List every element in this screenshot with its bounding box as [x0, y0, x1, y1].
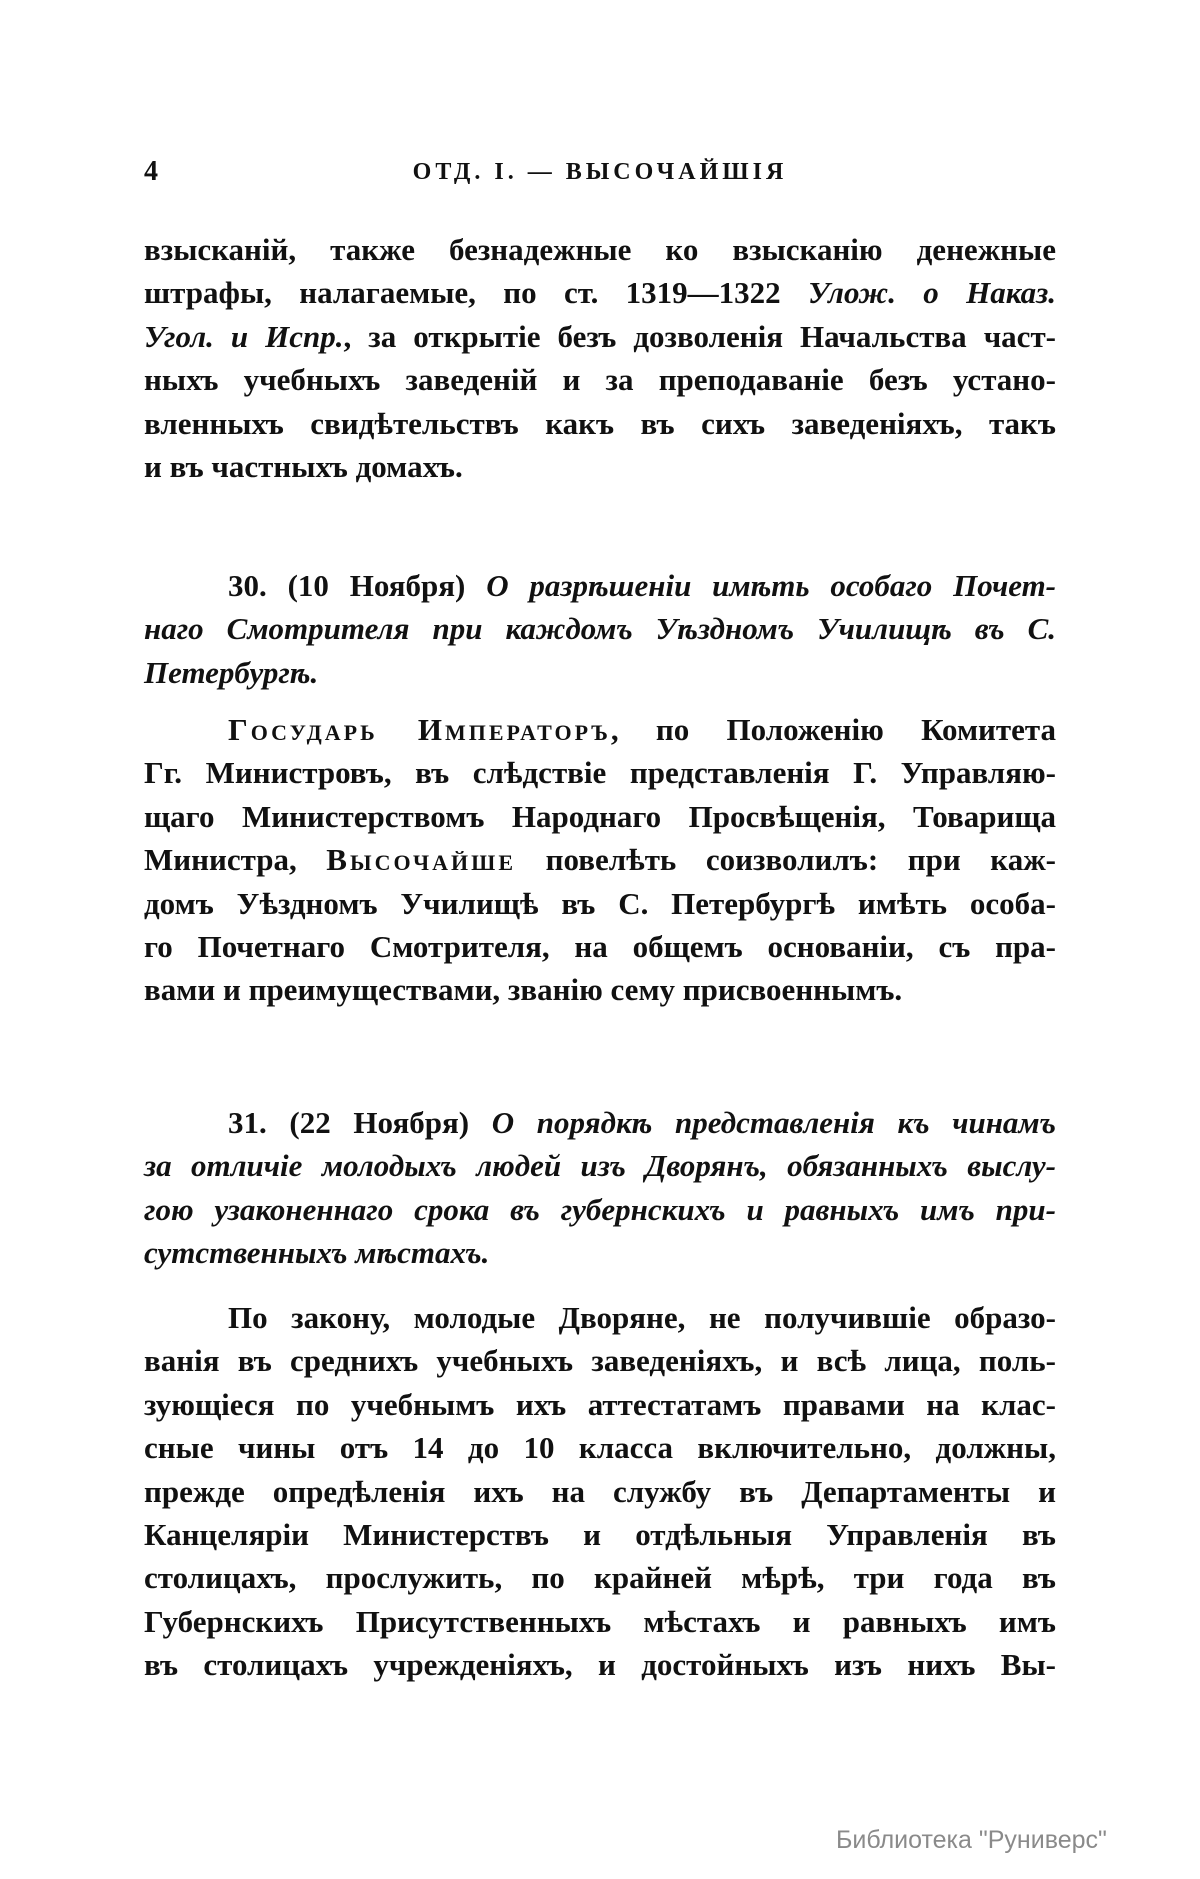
text-segment: ванія въ среднихъ учебныхъ заведеніяхъ, и всѣ лица, поль-	[144, 1343, 1056, 1379]
text-segment: вами и преимуществами, званію сему присвоеннымъ.	[144, 972, 903, 1008]
section-30-body	[144, 708, 1056, 1012]
text-line	[144, 1144, 1056, 1187]
text-line	[144, 1188, 1056, 1231]
spaced-text: Высочайше	[326, 842, 517, 878]
text-line	[144, 402, 1056, 445]
text-line	[144, 1101, 1056, 1144]
running-title: ОТД. I. — ВЫСОЧАЙШІЯ	[412, 159, 788, 185]
text-line	[144, 607, 1056, 650]
text-segment: вленныхъ свидѣтельствъ какъ въ сихъ заведеніяхъ, такъ	[144, 405, 1056, 441]
text-segment: , за открытіе безъ дозволенія Начальства част-	[343, 318, 1056, 354]
text-line	[144, 1556, 1056, 1599]
text-segment: го Почетнаго Смотрителя, на общемъ основаніи, съ пра-	[144, 928, 1056, 964]
text-line	[144, 315, 1056, 358]
section-31-heading	[144, 1101, 1056, 1275]
italic-text: за отличіе молодыхъ людей изъ Дворянъ, обязанныхъ выслу-	[144, 1148, 1056, 1184]
text-segment: штрафы, налагаемые, по ст. 1319—1322	[144, 275, 809, 311]
text-segment: 31. (22 Ноября)	[228, 1105, 492, 1140]
text-line	[144, 1600, 1056, 1643]
text-segment: щаго Министерствомъ Народнаго Просвѣщенія, Товарища	[144, 798, 1056, 834]
library-watermark: Библиотека "Руниверс"	[836, 1826, 1107, 1854]
text-line	[144, 1513, 1056, 1556]
text-segment: въ столицахъ учрежденіяхъ, и достойныхъ изъ нихъ Вы-	[144, 1647, 1056, 1683]
text-segment: столицахъ, прослужить, по крайней мѣрѣ, три года въ	[144, 1560, 1056, 1596]
section-30-heading	[144, 564, 1056, 694]
text-line	[144, 882, 1056, 925]
text-line	[144, 1383, 1056, 1426]
text-segment: сные чины отъ 14 до 10 класса включительно, должны,	[144, 1430, 1056, 1466]
section-31-body	[144, 1296, 1056, 1687]
italic-text: Петербургѣ.	[144, 654, 319, 690]
text-segment: взысканій, также безнадежные ко взысканію денежные	[144, 232, 1056, 267]
text-segment: Министра,	[144, 842, 327, 878]
text-line	[144, 1470, 1056, 1513]
text-segment: повелѣть соизволилъ: при каж-	[516, 842, 1056, 878]
text-segment: зующіеся по учебнымъ ихъ аттестатамъ правами на клас-	[144, 1386, 1056, 1422]
paragraph-continued	[144, 228, 1056, 488]
text-line	[144, 564, 1056, 607]
page-number: 4	[144, 156, 158, 187]
text-line	[144, 271, 1056, 314]
text-line	[144, 1643, 1056, 1686]
text-line	[144, 651, 1056, 694]
text-line	[144, 838, 1056, 881]
text-segment: По закону, молодые Дворяне, не получившіе образо-	[228, 1300, 1056, 1335]
italic-text: Улож. о Наказ.	[808, 275, 1056, 311]
text-line	[144, 795, 1056, 838]
italic-text: сутственныхъ мѣстахъ.	[144, 1235, 490, 1271]
text-segment: Канцеляріи Министерствъ и отдѣльныя Управленія въ	[144, 1516, 1056, 1552]
text-segment: , по Положенію Комитета	[610, 712, 1057, 747]
text-line	[144, 1296, 1056, 1339]
text-segment: домъ Уѣздномъ Училищѣ въ С. Петербургѣ имѣть особа-	[144, 885, 1056, 921]
text-segment: Гг. Министровъ, въ слѣдствіе представленія Г. Управляю-	[144, 755, 1056, 791]
text-line	[144, 358, 1056, 401]
text-line	[144, 751, 1056, 794]
italic-text: О разрѣшеніи имѣть особаго Почет-	[486, 568, 1057, 603]
italic-text: наго Смотрителя при каждомъ Уѣздномъ Училищѣ въ С.	[144, 611, 1056, 647]
italic-text: гою узаконеннаго срока въ губернскихъ и равныхъ имъ при-	[144, 1191, 1056, 1227]
text-line	[144, 708, 1056, 751]
text-line	[144, 445, 1056, 488]
text-line	[144, 1231, 1056, 1274]
text-line	[144, 968, 1056, 1011]
italic-text: Угол. и Испр.	[144, 318, 344, 354]
text-segment: 30. (10 Ноября)	[228, 568, 487, 603]
text-segment: и въ частныхъ домахъ.	[144, 448, 463, 484]
italic-text: О порядкѣ представленія къ чинамъ	[491, 1105, 1056, 1140]
spaced-text: Государь Императоръ	[228, 712, 611, 747]
running-header	[144, 150, 1056, 194]
text-line	[144, 1426, 1056, 1469]
text-segment: ныхъ учебныхъ заведеній и за преподаваніе безъ устано-	[144, 362, 1056, 398]
text-line	[144, 1339, 1056, 1382]
text-line	[144, 228, 1056, 271]
text-segment: прежде опредѣленія ихъ на службу въ Департаменты и	[144, 1473, 1056, 1509]
text-segment: Губернскихъ Присутственныхъ мѣстахъ и равныхъ имъ	[144, 1603, 1056, 1639]
text-line	[144, 925, 1056, 968]
